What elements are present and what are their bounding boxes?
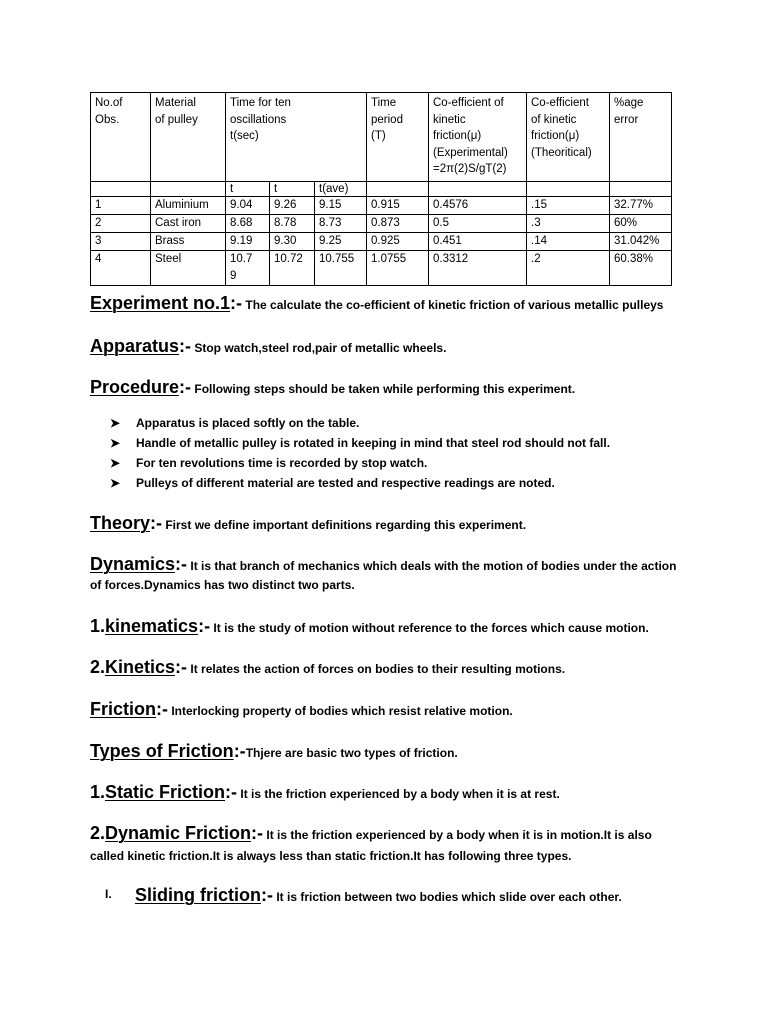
cell-coef-theo: .15 xyxy=(527,197,610,215)
cell-material: Aluminium xyxy=(151,197,226,215)
arrow-bullet-icon: ➤ xyxy=(110,416,121,430)
cell-material: Steel xyxy=(151,251,226,286)
kinetics-sep: :- xyxy=(175,657,188,677)
types-of-friction-section xyxy=(90,740,458,764)
kinematics-text: It is the study of motion without reference to the forces which cause motion. xyxy=(210,621,649,635)
cell-error: 60% xyxy=(610,215,672,233)
cell-t2: 9.26 xyxy=(270,197,315,215)
theory-sep: :- xyxy=(150,513,163,533)
procedure-text: Following steps should be taken while performing this experiment. xyxy=(191,382,576,396)
cell-coef-theo: .14 xyxy=(527,233,610,251)
experiment-sep: :- xyxy=(230,293,243,313)
static-heading: Static Friction xyxy=(105,782,226,802)
list-item xyxy=(110,413,610,433)
subheader-empty xyxy=(367,182,429,197)
cell-tave: 8.73 xyxy=(315,215,367,233)
sliding-text: It is friction between two bodies which slide over each other. xyxy=(273,890,622,904)
friction-heading: Friction xyxy=(90,699,156,719)
cell-t1: 9.04 xyxy=(226,197,270,215)
subheader-t2: t xyxy=(270,182,315,197)
types-text: Thjere are basic two types of friction. xyxy=(245,746,458,760)
cell-material: Cast iron xyxy=(151,215,226,233)
kinetics-section xyxy=(90,656,565,680)
cell-t1: 9.19 xyxy=(226,233,270,251)
dynamics-section xyxy=(90,553,676,577)
subheader-empty xyxy=(610,182,672,197)
cell-t2: 9.30 xyxy=(270,233,315,251)
header-error: %age error xyxy=(610,93,672,182)
apparatus-heading: Apparatus xyxy=(90,336,180,356)
list-item xyxy=(110,473,610,493)
cell-period: 1.0755 xyxy=(367,251,429,286)
subheader-empty xyxy=(527,182,610,197)
subheader-empty xyxy=(91,182,151,197)
table-row xyxy=(91,251,672,286)
experiment-text: The calculate the co-efficient of kinetic friction of various metallic pulleys xyxy=(242,298,664,312)
sliding-heading: Sliding friction xyxy=(135,885,261,905)
friction-sep: :- xyxy=(156,699,168,719)
kinetics-heading: Kinetics xyxy=(105,657,176,677)
cell-coef-theo: .2 xyxy=(527,251,610,286)
header-coef-theoretical: Co-efficient of kinetic friction(μ) (Theoritical) xyxy=(527,93,610,182)
apparatus-section xyxy=(90,335,446,359)
cell-obs: 1 xyxy=(91,197,151,215)
cell-period: 0.915 xyxy=(367,197,429,215)
header-material: Material of pulley xyxy=(151,93,226,182)
subheader-empty xyxy=(429,182,527,197)
kinetics-text: It relates the action of forces on bodies to their resulting motions. xyxy=(187,662,566,676)
kinematics-heading: kinematics xyxy=(105,616,199,636)
dynamic-sep: :- xyxy=(251,823,264,843)
kinetics-number: 2. xyxy=(90,657,106,677)
dynamics-text-continued: of forces.Dynamics has two distinct two parts. xyxy=(90,578,355,592)
apparatus-sep: :- xyxy=(179,336,192,356)
table-header-row xyxy=(91,93,672,182)
theory-text: First we define important definitions regarding this experiment. xyxy=(162,518,527,532)
cell-tave: 9.15 xyxy=(315,197,367,215)
dynamic-heading: Dynamic Friction xyxy=(105,823,252,843)
friction-text: Interlocking property of bodies which resist relative motion. xyxy=(168,704,513,718)
theory-section xyxy=(90,512,526,536)
cell-tave: 10.755 xyxy=(315,251,367,286)
table-row xyxy=(91,233,672,251)
header-time-ten: Time for ten oscillations t(sec) xyxy=(226,93,367,182)
kinematics-number: 1. xyxy=(90,616,106,636)
static-friction-section xyxy=(90,781,560,805)
roman-numeral-marker: I. xyxy=(105,887,112,901)
dynamics-heading: Dynamics xyxy=(90,554,176,574)
header-obs: No.of Obs. xyxy=(91,93,151,182)
cell-error: 32.77% xyxy=(610,197,672,215)
cell-coef-theo: .3 xyxy=(527,215,610,233)
table-row xyxy=(91,197,672,215)
dynamic-number: 2. xyxy=(90,823,106,843)
list-item xyxy=(110,453,610,473)
step-text: Handle of metallic pulley is rotated in keeping in mind that steel rod should not fall. xyxy=(136,436,611,450)
header-coef-experimental: Co-efficient of kinetic friction(μ) (Experimental) =2π(2)S/gT(2) xyxy=(429,93,527,182)
dynamic-text-continued: called kinetic friction.It is always less than static friction.It has following three types. xyxy=(90,849,572,863)
observation-table xyxy=(90,92,672,286)
procedure-heading: Procedure xyxy=(90,377,180,397)
procedure-steps-list xyxy=(110,413,610,493)
table-row xyxy=(91,215,672,233)
cell-obs: 3 xyxy=(91,233,151,251)
cell-error: 31.042% xyxy=(610,233,672,251)
static-number: 1. xyxy=(90,782,106,802)
dynamics-text: It is that branch of mechanics which deals with the motion of bodies under the action xyxy=(187,559,677,573)
cell-t1: 8.68 xyxy=(226,215,270,233)
table-subheader-row xyxy=(91,182,672,197)
sliding-sep: :- xyxy=(261,885,273,905)
arrow-bullet-icon: ➤ xyxy=(110,436,121,450)
subheader-tave: t(ave) xyxy=(315,182,367,197)
procedure-section xyxy=(90,376,575,400)
cell-obs: 2 xyxy=(91,215,151,233)
experiment-section xyxy=(90,292,663,316)
cell-coef-exp: 0.3312 xyxy=(429,251,527,286)
step-text: For ten revolutions time is recorded by stop watch. xyxy=(136,456,428,470)
subheader-t1: t xyxy=(226,182,270,197)
cell-coef-exp: 0.451 xyxy=(429,233,527,251)
cell-obs: 4 xyxy=(91,251,151,286)
experiment-heading: Experiment no.1 xyxy=(90,293,231,313)
kinematics-section xyxy=(90,615,649,639)
dynamic-text: It is the friction experienced by a body when it is in motion.It is also xyxy=(263,828,652,842)
types-heading: Types of Friction xyxy=(90,741,234,761)
static-sep: :- xyxy=(225,782,238,802)
list-item xyxy=(110,433,610,453)
cell-t2: 8.78 xyxy=(270,215,315,233)
theory-heading: Theory xyxy=(90,513,151,533)
header-time-period: Time period (T) xyxy=(367,93,429,182)
cell-period: 0.873 xyxy=(367,215,429,233)
dynamics-sep: :- xyxy=(175,554,188,574)
kinematics-sep: :- xyxy=(198,616,211,636)
cell-t1: 10.7 9 xyxy=(226,251,270,286)
cell-t2: 10.72 xyxy=(270,251,315,286)
subheader-empty xyxy=(151,182,226,197)
procedure-sep: :- xyxy=(179,377,192,397)
sliding-friction-section xyxy=(135,884,622,908)
step-text: Pulleys of different material are tested and respective readings are noted. xyxy=(136,476,555,490)
cell-period: 0.925 xyxy=(367,233,429,251)
cell-material: Brass xyxy=(151,233,226,251)
apparatus-text: Stop watch,steel rod,pair of metallic wheels. xyxy=(191,341,447,355)
arrow-bullet-icon: ➤ xyxy=(110,456,121,470)
cell-tave: 9.25 xyxy=(315,233,367,251)
types-sep: :- xyxy=(233,741,246,761)
step-text: Apparatus is placed softly on the table. xyxy=(136,416,360,430)
friction-section xyxy=(90,698,513,722)
arrow-bullet-icon: ➤ xyxy=(110,476,121,490)
static-text: It is the friction experienced by a body when it is at rest. xyxy=(237,787,560,801)
cell-error: 60.38% xyxy=(610,251,672,286)
dynamic-friction-section xyxy=(90,822,652,846)
cell-coef-exp: 0.5 xyxy=(429,215,527,233)
cell-coef-exp: 0.4576 xyxy=(429,197,527,215)
